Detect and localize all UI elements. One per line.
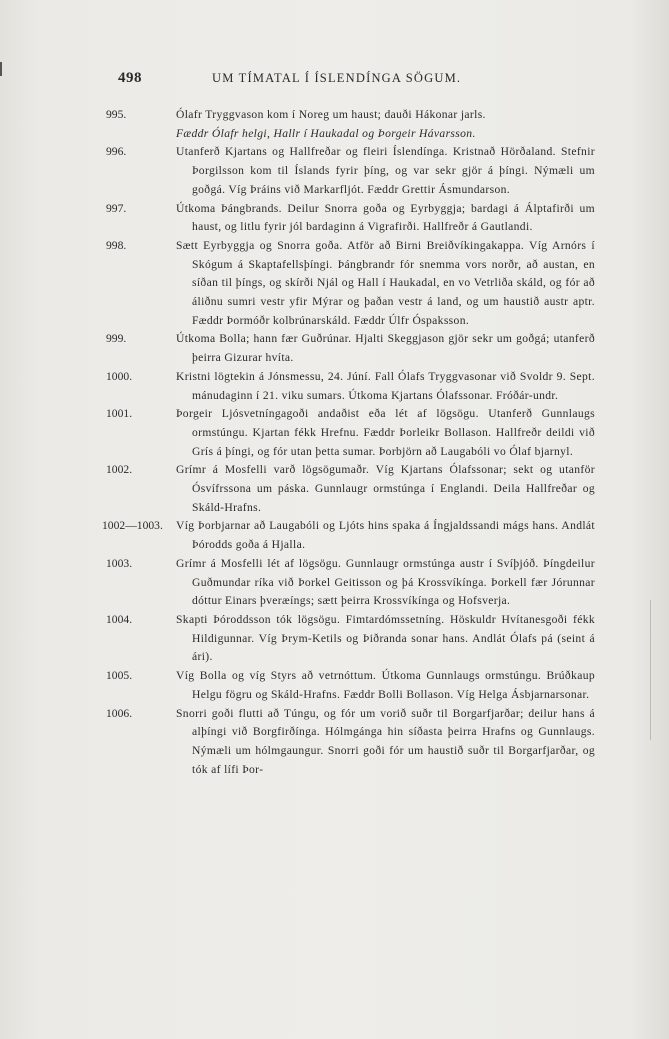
entry-998: [100, 237, 595, 331]
entry-text: Útkoma Bolla; hann fær Guðrúnar. Hjalti Skeggjason gjör sekr um goðgá; utanferð þeirra Gizurar hvíta.: [176, 332, 595, 365]
entry-year: 1005.: [106, 669, 133, 683]
entry-text: Utanferð Kjartans og Hallfreðar og fleiri Íslendínga. Kristnað Hörðaland. Stefnir Þorgilsson kom til Íslands fyrir þíng, og var sekr gjör á þíngi. Nýmæli um goðgá. Víg Þráins við Markarfljót. Fæddr Grettir Ásmundarson.: [176, 145, 595, 196]
entry-999: [100, 330, 595, 367]
entry-1003: [100, 555, 595, 611]
entry-text: Kristni lögtekin á Jónsmessu, 24. Júní. Fall Ólafs Tryggvasonar við Svoldr 9. Sept. mánudaginn í 21. viku sumars. Útkoma Kjartans Ólafssonar. Fróðár-undr.: [176, 369, 595, 402]
page-number: 498: [118, 70, 142, 86]
entry-1004: [100, 611, 595, 667]
entry-year: 998.: [106, 238, 127, 252]
chronology-list: [100, 106, 595, 779]
entry-text: Þorgeir Ljósvetníngagoði andaðist eða lét af lögsögu. Utanferð Gunnlaugs ormstúngu. Kjartan fékk Hrefnu. Fæddr Þorleikr Bollason. Hallfreðr deildi við Grís á þíngi, og fór utan þetta sumar. Þorbjörn að Laugabóli vo Ólaf bjarnyl.: [176, 407, 595, 458]
entry-year: 999.: [106, 332, 127, 346]
entry-year: 997.: [106, 201, 127, 215]
entry-text: Ólafr Tryggvason kom í Noreg um haust; dauði Hákonar jarls.: [176, 108, 486, 121]
entry-births: Fæddr Ólafr helgi, Hallr í Haukadal og Þorgeir Hávarsson.: [176, 126, 476, 140]
entry-year: 1000.: [106, 369, 133, 383]
entry-text: Víg Bolla og víg Styrs að vetrnóttum. Útkoma Gunnlaugs ormstúngu. Brúðkaup Helgu fögru og Skáld-Hrafns. Fæddr Bolli Bollason. Víg Helga Ásbjarnarsonar.: [176, 669, 595, 701]
entry-1001: [100, 405, 595, 461]
entry-year: 1004.: [106, 612, 133, 626]
entry-1000: [100, 368, 595, 405]
entry-1005: [100, 667, 595, 704]
entry-year: 996.: [106, 145, 127, 159]
entry-996: [100, 143, 595, 199]
entry-text: Útkoma Þángbrands. Deilur Snorra goða og Eyrbyggja; bardagi á Álptafirði um haust, og litlu fyrir jól bardaginn á Vigrafirði. Hallfreðr á Gautlandi.: [176, 201, 595, 234]
entry-997: [100, 200, 595, 237]
entry-1002: [100, 461, 595, 517]
entry-text: Grímr á Mosfelli lét af lögsögu. Gunnlaugr ormstúnga austr í Svíþjóð. Þíngdeilur Guðmundar ríka við Þorkel Geitisson og þá Krossvíkínga. Þorkell fær Jórunnar dóttur Einars þveræíngs; sætt þeirra Krossvíkínga og Hofsverja.: [176, 556, 595, 608]
entry-1006: [100, 705, 595, 780]
entry-text: Víg Þorbjarnar að Laugabóli og Ljóts hins spaka á Íngjaldssandi mágs hans. Andlát Þórodds goða á Hjalla.: [176, 519, 595, 552]
entry-year: 1006.: [106, 706, 133, 720]
entry-year: 995.: [106, 108, 127, 121]
entry-995: [100, 106, 595, 143]
entry-year: 1002.: [106, 463, 133, 477]
entry-1002-1003: [100, 517, 595, 554]
page-edge-line: [650, 600, 651, 740]
page-header: [118, 70, 588, 90]
entry-text: Grímr á Mosfelli varð lögsögumaðr. Víg Kjartans Ólafssonar; sekt og utanför Ósvífrssona um páska. Gunnlaugr ormstúnga í Englandi. Deila Hallfreðar og Skáld-Hrafns.: [176, 463, 595, 514]
entry-year: 1002—1003.: [102, 519, 163, 533]
binding-mark: [0, 62, 2, 76]
running-head: UM TÍMATAL Í ÍSLENDÍNGA SÖGUM.: [212, 71, 462, 85]
entry-text: Skapti Þóroddsson tók lögsögu. Fimtardómssetníng. Höskuldr Hvítanesgoði fékk Hildigunnar. Víg Þrym-Ketils og Þiðranda sonar hans. Andlát Ólafs pá (seint á ári).: [176, 612, 595, 664]
entry-year: 1001.: [106, 407, 133, 421]
entry-text: Sætt Eyrbyggja og Snorra goða. Atför að Birni Breiðvíkingakappa. Víg Arnórs í Skógum á Skaptafellsþíngi. Þángbrandr fór snemma vors norðr, að austan, en síðan til þíngs, og skírði Njál og Hall í Haukadal, en vo Vetrliða skáld, og fór að áliðnu sumri vestr yfir Mýrar og þaðan vestr á land, og um haustið austr aptr. Fæddr Þormóðr kolbrúnarskáld. Fæddr Úlfr Óspaksson.: [176, 238, 595, 327]
entry-text: Snorri goði flutti að Túngu, og fór um vorið suðr til Borgarfjarðar; deilur hans á alþíngi við Borgfirðínga. Hólmgánga hin síðasta þeirra Hrafns og Gunnlaugs. Nýmæli um hólmgaungur. Snorri goði fór um haustið suðr til Borgarfjarðar, og tók af lífi Þor-: [176, 706, 595, 776]
entry-year: 1003.: [106, 556, 133, 570]
